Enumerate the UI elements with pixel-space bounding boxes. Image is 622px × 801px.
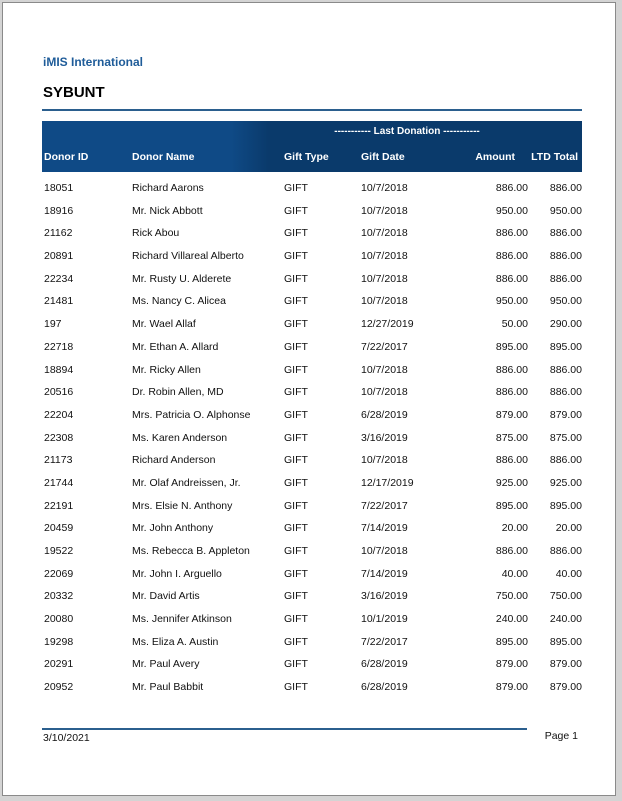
gift-date-cell: 10/7/2018 — [361, 227, 408, 240]
gift-type-cell: GIFT — [284, 499, 308, 512]
donor-name-cell: Mr. Nick Abbott — [132, 204, 203, 217]
gift-type-cell: GIFT — [284, 681, 308, 694]
gift-date-cell: 10/7/2018 — [361, 545, 408, 557]
donor-name-cell: Mr. Paul Avery — [132, 658, 200, 671]
ltd-total-cell: 20.00 — [555, 522, 582, 535]
donor-name-cell: Mrs. Elsie N. Anthony — [132, 499, 233, 512]
donor-id-cell: 19298 — [44, 635, 74, 648]
column-header-gift-type: Gift Type — [284, 151, 329, 163]
gift-type-cell: GIFT — [284, 386, 308, 399]
amount-cell: 875.00 — [495, 431, 528, 444]
gift-type-cell: GIFT — [284, 522, 308, 535]
ltd-total-cell: 875.00 — [549, 431, 582, 444]
ltd-total-cell: 950.00 — [549, 295, 582, 308]
donor-name-cell: Richard Villareal Alberto — [132, 250, 244, 263]
ltd-total-cell: 886.00 — [549, 386, 582, 399]
donor-table-body — [42, 177, 582, 699]
table-row — [42, 427, 582, 450]
donor-name-cell: Mr. Wael Allaf — [132, 318, 196, 331]
table-row — [42, 359, 582, 382]
column-header-ltd-total: LTD Total — [531, 151, 578, 163]
gift-date-cell: 10/7/2018 — [361, 272, 408, 285]
donor-name-cell: Ms. Rebecca B. Appleton — [132, 545, 250, 557]
amount-cell: 886.00 — [495, 454, 528, 467]
gift-type-cell: GIFT — [284, 408, 308, 421]
gift-date-cell: 12/27/2019 — [361, 318, 414, 331]
table-row — [42, 585, 582, 608]
page-number: Page 1 — [544, 730, 578, 742]
table-row — [42, 653, 582, 676]
gift-date-cell: 3/16/2019 — [361, 590, 408, 603]
ltd-total-cell: 240.00 — [549, 613, 582, 626]
donor-id-cell: 22191 — [44, 499, 74, 512]
donor-id-cell: 20952 — [44, 681, 74, 694]
gift-type-cell: GIFT — [284, 613, 308, 626]
column-header-donor-name: Donor Name — [132, 151, 195, 163]
column-header-donor-id: Donor ID — [44, 151, 89, 163]
gift-date-cell: 10/1/2019 — [361, 613, 408, 626]
table-row — [42, 290, 582, 313]
table-row — [42, 495, 582, 518]
header-divider — [42, 109, 582, 111]
gift-type-cell: GIFT — [284, 431, 308, 444]
amount-cell: 895.00 — [495, 499, 528, 512]
amount-cell: 950.00 — [495, 204, 528, 217]
ltd-total-cell: 950.00 — [549, 204, 582, 217]
ltd-total-cell: 879.00 — [549, 658, 582, 671]
amount-cell: 895.00 — [495, 635, 528, 648]
gift-date-cell: 7/22/2017 — [361, 499, 408, 512]
column-header-gift-date: Gift Date — [361, 151, 405, 163]
donor-name-cell: Mr. John Anthony — [132, 522, 214, 535]
table-row — [42, 404, 582, 427]
gift-type-cell: GIFT — [284, 545, 308, 557]
table-row — [42, 472, 582, 495]
amount-cell: 240.00 — [495, 613, 528, 626]
amount-cell: 879.00 — [495, 408, 528, 421]
gift-date-cell: 10/7/2018 — [361, 363, 408, 376]
ltd-total-cell: 886.00 — [549, 545, 582, 557]
donor-id-cell: 19522 — [44, 545, 74, 557]
gift-date-cell: 6/28/2019 — [361, 658, 408, 671]
column-header-amount: Amount — [475, 151, 515, 163]
donor-name-cell: Mr. Rusty U. Alderete — [132, 272, 232, 285]
amount-cell: 886.00 — [495, 227, 528, 240]
donor-id-cell: 197 — [44, 318, 62, 331]
gift-type-cell: GIFT — [284, 340, 308, 353]
organization-name: iMIS International — [43, 55, 144, 69]
ltd-total-cell: 895.00 — [549, 499, 582, 512]
donor-id-cell: 22069 — [44, 567, 74, 580]
ltd-total-cell: 886.00 — [549, 182, 582, 194]
ltd-total-cell: 886.00 — [549, 363, 582, 376]
footer-date: 3/10/2021 — [43, 732, 90, 744]
gift-date-cell: 10/7/2018 — [361, 204, 408, 217]
table-row — [42, 177, 582, 200]
ltd-total-cell: 895.00 — [549, 635, 582, 648]
gift-date-cell: 10/7/2018 — [361, 295, 408, 308]
table-row — [42, 449, 582, 472]
amount-cell: 20.00 — [501, 522, 528, 535]
gift-date-cell: 7/22/2017 — [361, 340, 408, 353]
amount-cell: 879.00 — [495, 658, 528, 671]
gift-type-cell: GIFT — [284, 182, 308, 194]
amount-cell: 886.00 — [495, 182, 528, 194]
donor-name-cell: Ms. Eliza A. Austin — [132, 635, 219, 648]
table-row — [42, 336, 582, 359]
donor-name-cell: Mr. John I. Arguello — [132, 567, 222, 580]
gift-date-cell: 10/7/2018 — [361, 182, 408, 194]
donor-id-cell: 21744 — [44, 476, 74, 489]
donor-name-cell: Rick Abou — [132, 227, 180, 240]
last-donation-group-label: ----------- Last Donation ----------- — [334, 126, 480, 137]
donor-name-cell: Richard Aarons — [132, 182, 204, 194]
donor-id-cell: 22308 — [44, 431, 74, 444]
table-row — [42, 200, 582, 223]
table-header — [42, 121, 582, 172]
table-row — [42, 222, 582, 245]
ltd-total-cell: 750.00 — [549, 590, 582, 603]
gift-date-cell: 10/7/2018 — [361, 386, 408, 399]
report-page — [2, 2, 616, 796]
amount-cell: 886.00 — [495, 545, 528, 557]
gift-date-cell: 3/16/2019 — [361, 431, 408, 444]
amount-cell: 750.00 — [495, 590, 528, 603]
gift-date-cell: 6/28/2019 — [361, 408, 408, 421]
gift-date-cell: 10/7/2018 — [361, 250, 408, 263]
gift-type-cell: GIFT — [284, 363, 308, 376]
donor-name-cell: Ms. Jennifer Atkinson — [132, 613, 232, 626]
donor-id-cell: 18916 — [44, 204, 74, 217]
ltd-total-cell: 886.00 — [549, 454, 582, 467]
ltd-total-cell: 290.00 — [549, 318, 582, 331]
gift-type-cell: GIFT — [284, 227, 308, 240]
ltd-total-cell: 886.00 — [549, 272, 582, 285]
gift-date-cell: 12/17/2019 — [361, 476, 414, 489]
amount-cell: 886.00 — [495, 363, 528, 376]
gift-type-cell: GIFT — [284, 590, 308, 603]
amount-cell: 925.00 — [495, 476, 528, 489]
donor-name-cell: Mr. Olaf Andreissen, Jr. — [132, 476, 241, 489]
table-row — [42, 245, 582, 268]
gift-date-cell: 10/7/2018 — [361, 454, 408, 467]
gift-type-cell: GIFT — [284, 567, 308, 580]
donor-id-cell: 21481 — [44, 295, 74, 308]
donor-id-cell: 20891 — [44, 250, 74, 263]
amount-cell: 886.00 — [495, 386, 528, 399]
ltd-total-cell: 886.00 — [549, 227, 582, 240]
gift-date-cell: 7/14/2019 — [361, 522, 408, 535]
donor-name-cell: Mr. Paul Babbit — [132, 681, 204, 694]
gift-date-cell: 7/14/2019 — [361, 567, 408, 580]
donor-name-cell: Dr. Robin Allen, MD — [132, 386, 224, 399]
ltd-total-cell: 879.00 — [549, 408, 582, 421]
donor-id-cell: 21173 — [44, 454, 73, 467]
donor-name-cell: Mr. David Artis — [132, 590, 200, 603]
table-row — [42, 631, 582, 654]
ltd-total-cell: 40.00 — [555, 567, 582, 580]
footer-divider — [42, 728, 527, 730]
gift-type-cell: GIFT — [284, 658, 308, 671]
amount-cell: 886.00 — [495, 272, 528, 285]
amount-cell: 886.00 — [495, 250, 528, 263]
table-row — [42, 676, 582, 699]
donor-id-cell: 21162 — [44, 227, 73, 240]
gift-type-cell: GIFT — [284, 318, 308, 331]
donor-id-cell: 18894 — [44, 363, 74, 376]
donor-id-cell: 22718 — [44, 340, 74, 353]
ltd-total-cell: 879.00 — [549, 681, 582, 694]
donor-id-cell: 20516 — [44, 386, 74, 399]
donor-id-cell: 18051 — [44, 182, 74, 194]
ltd-total-cell: 895.00 — [549, 340, 582, 353]
amount-cell: 40.00 — [501, 567, 528, 580]
amount-cell: 950.00 — [495, 295, 528, 308]
donor-id-cell: 22204 — [44, 408, 74, 421]
donor-name-cell: Mr. Ethan A. Allard — [132, 340, 219, 353]
gift-type-cell: GIFT — [284, 272, 308, 285]
donor-id-cell: 20291 — [44, 658, 74, 671]
gift-date-cell: 7/22/2017 — [361, 635, 408, 648]
table-row — [42, 608, 582, 631]
donor-id-cell: 22234 — [44, 272, 74, 285]
amount-cell: 50.00 — [501, 318, 528, 331]
gift-type-cell: GIFT — [284, 454, 308, 467]
donor-id-cell: 20332 — [44, 590, 74, 603]
amount-cell: 895.00 — [495, 340, 528, 353]
donor-name-cell: Ms. Nancy C. Alicea — [132, 295, 226, 308]
table-row — [42, 268, 582, 291]
donor-id-cell: 20080 — [44, 613, 74, 626]
ltd-total-cell: 925.00 — [549, 476, 582, 489]
gift-type-cell: GIFT — [284, 635, 308, 648]
donor-id-cell: 20459 — [44, 522, 74, 535]
table-row — [42, 313, 582, 336]
donor-name-cell: Richard Anderson — [132, 454, 216, 467]
donor-name-cell: Ms. Karen Anderson — [132, 431, 228, 444]
gift-type-cell: GIFT — [284, 295, 308, 308]
donor-name-cell: Mrs. Patricia O. Alphonse — [132, 408, 251, 421]
table-row — [42, 517, 582, 540]
donor-name-cell: Mr. Ricky Allen — [132, 363, 201, 376]
report-title: SYBUNT — [43, 84, 105, 101]
gift-type-cell: GIFT — [284, 204, 308, 217]
ltd-total-cell: 886.00 — [549, 250, 582, 263]
gift-date-cell: 6/28/2019 — [361, 681, 408, 694]
table-row — [42, 381, 582, 404]
gift-type-cell: GIFT — [284, 476, 308, 489]
amount-cell: 879.00 — [495, 681, 528, 694]
gift-type-cell: GIFT — [284, 250, 308, 263]
table-row — [42, 540, 582, 563]
table-row — [42, 563, 582, 586]
